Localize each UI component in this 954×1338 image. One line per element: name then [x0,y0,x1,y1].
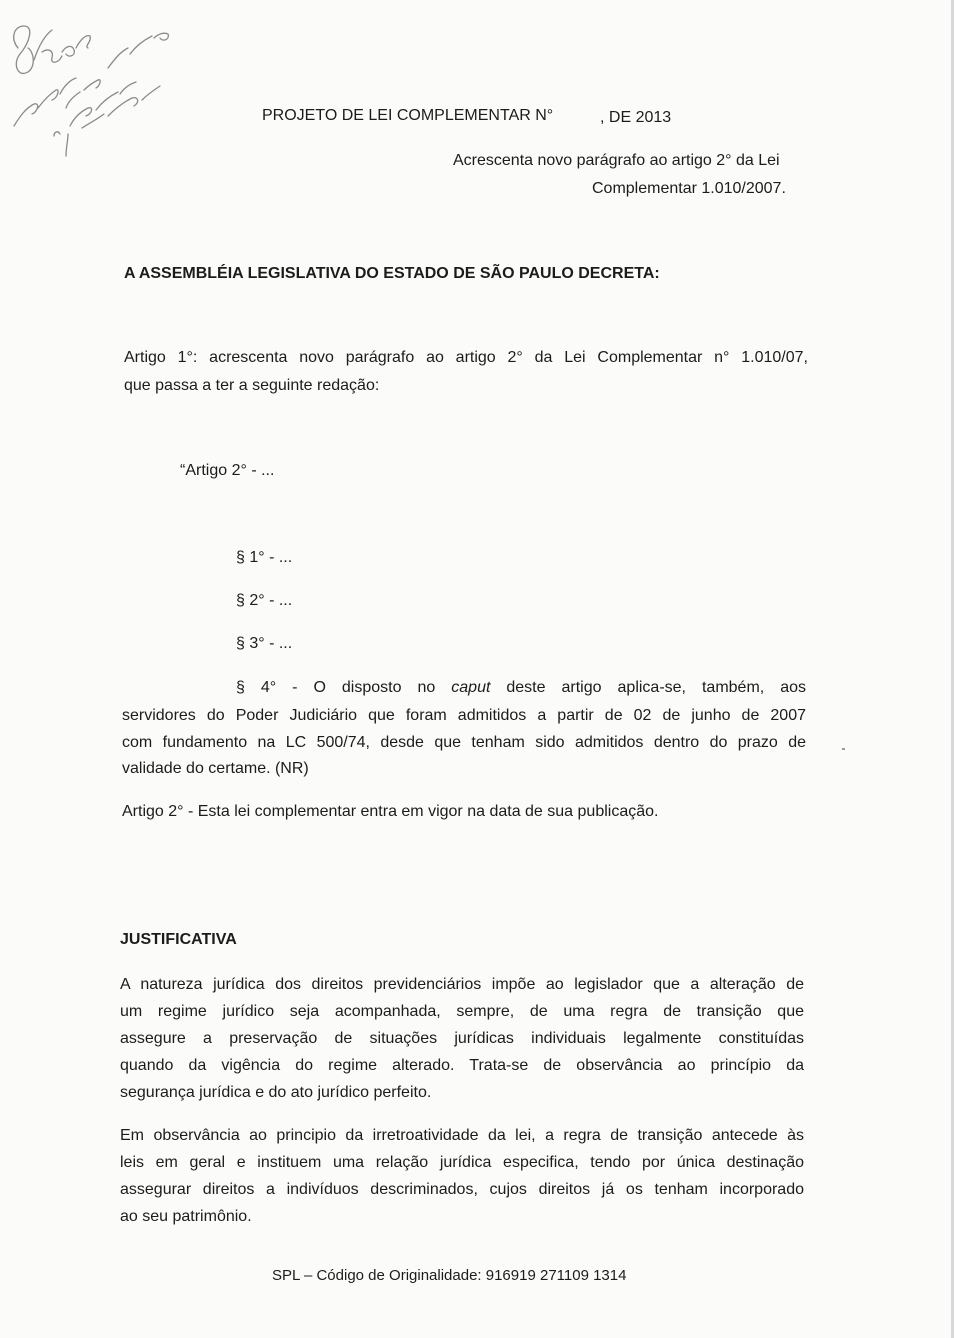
paragraph-1: § 1° - ... [236,549,293,566]
paragraph-4-line-4: validade do certame. (NR) [122,760,309,777]
bill-title: PROJETO DE LEI COMPLEMENTAR N° [262,107,554,124]
paragraph-4-suffix: deste artigo aplica-se, também, aos [490,679,807,696]
bill-title-year: , DE 2013 [600,109,672,126]
justificativa-p1-line: quando da vigência do regime alterado. Trata-se de observância ao princípio da [120,1057,804,1074]
decree-heading: A ASSEMBLÉIA LEGISLATIVA DO ESTADO DE SÃO PAULO DECRETA: [124,265,660,282]
ementa-line-2: Complementar 1.010/2007. [592,180,786,197]
artigo-1-line-1: Artigo 1°: acrescenta novo parágrafo ao artigo 2° da Lei Complementar n° 1.010/07, [124,349,808,366]
artigo-2: Artigo 2° - Esta lei complementar entra em vigor na data de sua publicação. [122,803,659,820]
paragraph-4-prefix: § 4° - O disposto no [236,679,452,696]
paragraph-4-line-3: com fundamento na LC 500/74, desde que tenham sido admitidos dentro do prazo de [122,734,806,751]
paragraph-2: § 2° - ... [236,592,293,609]
justificativa-heading: JUSTIFICATIVA [120,931,237,948]
handwritten-annotation [4,8,184,158]
originality-code-footer: SPL – Código de Originalidade: 916919 271109 1314 [272,1267,627,1284]
quoted-artigo-2: “Artigo 2° - ... [180,462,275,479]
justificativa-p1-line: A natureza jurídica dos direitos previdenciários impõe ao legislador que a alteração de [120,976,804,993]
justificativa-p1-line: um regime jurídico seja acompanhada, sempre, de uma regra de transição que [120,1003,804,1020]
justificativa-p2-line: leis em geral e instituem uma relação jurídica especifica, tendo por única destinação [120,1154,804,1171]
justificativa-p1-line: segurança jurídica e do ato jurídico perfeito. [120,1084,432,1101]
justificativa-p2-line: ao seu patrimônio. [120,1208,252,1225]
paragraph-4-line-2: servidores do Poder Judiciário que foram admitidos a partir de 02 de junho de 2007 [122,707,806,724]
paragraph-4-caput: caput [451,679,491,696]
paragraph-4-line-1 [236,679,806,697]
ementa-line-1: Acrescenta novo parágrafo ao artigo 2° da Lei [453,152,780,169]
artigo-1-line-2: que passa a ter a seguinte redação: [124,377,380,394]
scan-mark [842,748,845,750]
paragraph-3: § 3° - ... [236,635,293,652]
justificativa-p2-line: assegurar direitos a indivíduos descriminados, cujos direitos já os tenham incorporado [120,1181,804,1198]
justificativa-p1-line: assegure a preservação de situações jurídicas individuais legalmente constituídas [120,1030,804,1047]
justificativa-p2-line: Em observância ao principio da irretroatividade da lei, a regra de transição antecede às [120,1127,804,1144]
